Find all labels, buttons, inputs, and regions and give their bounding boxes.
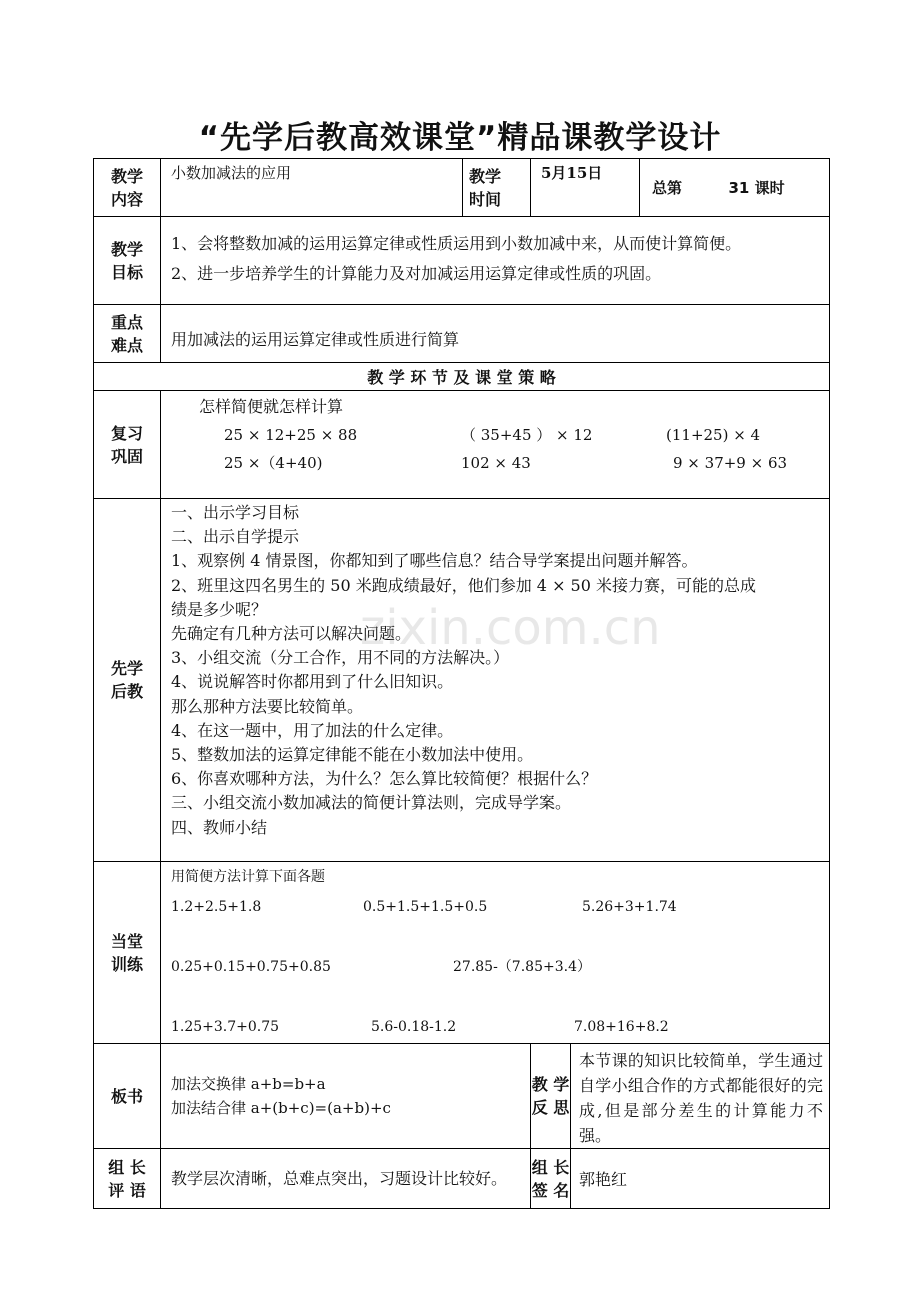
key-points-text: 用加减法的运用运算定律或性质进行简算 bbox=[161, 305, 830, 363]
learn-teach-content bbox=[161, 499, 830, 862]
learn-line: 绩是多少呢？ bbox=[171, 599, 268, 619]
review-exercise-row bbox=[161, 449, 829, 477]
practice-exercise-row bbox=[171, 952, 829, 982]
total-value: 31 bbox=[728, 179, 750, 197]
practice-content bbox=[161, 862, 830, 1044]
review-exercise: （ 35+45 ） × 12 bbox=[461, 426, 593, 444]
goal-line: 1、会将整数加减的运用运算定律或性质运用到小数加减中来，从而使计算简便。 bbox=[171, 234, 742, 253]
review-exercise: 102 × 43 bbox=[461, 454, 531, 472]
board-line: 加法结合律 a+(b+c)=(a+b)+c bbox=[171, 1099, 391, 1117]
review-row bbox=[94, 391, 830, 499]
goal-line: 2、进一步培养学生的计算能力及对加减运用运算定律或性质的巩固。 bbox=[171, 264, 662, 283]
content-row bbox=[94, 159, 830, 217]
leader-comment-label: 组 长 评 语 bbox=[94, 1149, 161, 1209]
watermark: zixin.com.cn bbox=[360, 600, 661, 656]
practice-label: 当堂 训练 bbox=[94, 862, 161, 1044]
learn-line: 3、小组交流（分工合作，用不同的方法解决。） bbox=[171, 648, 510, 668]
practice-exercise: 0.25+0.15+0.75+0.85 bbox=[171, 959, 331, 975]
review-label: 复习 巩固 bbox=[94, 391, 161, 499]
board-content bbox=[161, 1044, 531, 1149]
section-heading: 教 学 环 节 及 课 堂 策 略 bbox=[94, 363, 830, 391]
learn-line: 1、观察例 4 情景图，你都知到了哪些信息？结合导学案提出问题并解答。 bbox=[171, 551, 698, 571]
review-exercise-row bbox=[161, 421, 829, 449]
content-value: 小数加减法的应用 bbox=[161, 159, 463, 217]
goals-label: 教学 目标 bbox=[94, 217, 161, 305]
board-row bbox=[94, 1044, 830, 1149]
leader-comment-text: 教学层次清晰，总难点突出，习题设计比较好。 bbox=[161, 1149, 531, 1209]
key-points-label: 重点 难点 bbox=[94, 305, 161, 363]
practice-exercise-row bbox=[171, 892, 829, 922]
leader-sign-label: 组 长 签 名 bbox=[531, 1149, 571, 1209]
learn-line: 三、小组交流小数加减法的简便计算法则，完成导学案。 bbox=[171, 793, 572, 813]
practice-intro: 用简便方法计算下面各题 bbox=[171, 869, 325, 885]
total-lessons bbox=[640, 159, 830, 217]
practice-exercise: 7.08+16+8.2 bbox=[574, 1019, 669, 1035]
learn-line: 5、整数加法的运算定律能不能在小数加法中使用。 bbox=[171, 745, 534, 765]
learn-line: 2、班里这四名男生的 50 米跑成绩最好，他们参加 4 × 50 米接力赛，可能的总成 bbox=[171, 575, 757, 595]
practice-exercise-row bbox=[171, 1012, 829, 1042]
learn-line: 那么那种方法要比较简单。 bbox=[171, 696, 364, 716]
learn-line: 一、出示学习目标 bbox=[171, 503, 300, 522]
time-label: 教学 时间 bbox=[463, 159, 531, 217]
learn-teach-row bbox=[94, 499, 830, 862]
review-exercise: 9 × 37+9 × 63 bbox=[673, 454, 788, 472]
review-exercise: (11+25) × 4 bbox=[666, 426, 761, 444]
leader-row bbox=[94, 1149, 830, 1209]
review-intro: 怎样简便就怎样计算 bbox=[199, 397, 344, 416]
learn-line: 4、说说解答时你都用到了什么旧知识。 bbox=[171, 672, 454, 692]
practice-exercise: 1.25+3.7+0.75 bbox=[171, 1019, 280, 1035]
content-label: 教学 内容 bbox=[94, 159, 161, 217]
reflection-text: 本节课的知识比较简单，学生通过自学小组合作的方式都能很好的完成,但是部分差生的计算能力不强。 bbox=[571, 1044, 830, 1149]
practice-exercise: 27.85-（7.85+3.4） bbox=[453, 959, 591, 975]
time-value: 5月15日 bbox=[531, 159, 640, 217]
practice-exercise: 5.26+3+1.74 bbox=[582, 899, 677, 915]
key-points-row bbox=[94, 305, 830, 363]
practice-exercise: 0.5+1.5+1.5+0.5 bbox=[363, 899, 488, 915]
review-content bbox=[161, 391, 830, 499]
page-title: “先学后教高效课堂”精品课教学设计 bbox=[198, 120, 722, 156]
section-heading-row bbox=[94, 363, 830, 391]
board-label: 板书 bbox=[94, 1044, 161, 1149]
practice-row bbox=[94, 862, 830, 1044]
learn-line: 先确定有几种方法可以解决问题。 bbox=[171, 624, 412, 644]
review-exercise: 25 × 12+25 × 88 bbox=[224, 426, 358, 444]
learn-teach-label: 先学 后教 bbox=[94, 499, 161, 862]
leader-sign-value: 郭艳红 bbox=[571, 1149, 830, 1209]
goals-row bbox=[94, 217, 830, 305]
total-unit: 课时 bbox=[754, 179, 785, 197]
practice-exercise: 5.6-0.18-1.2 bbox=[371, 1019, 457, 1035]
learn-line: 二、出示自学提示 bbox=[171, 527, 300, 547]
learn-line: 4、在这一题中，用了加法的什么定律。 bbox=[171, 720, 454, 740]
lesson-plan-table bbox=[93, 158, 830, 1209]
learn-line: 6、你喜欢哪种方法，为什么？怎么算比较简便？根据什么？ bbox=[171, 769, 598, 789]
practice-exercise: 1.2+2.5+1.8 bbox=[171, 899, 262, 915]
review-exercise: 25 ×（4+40) bbox=[224, 454, 323, 472]
reflection-label: 教 学 反 思 bbox=[531, 1044, 571, 1149]
total-label: 总第 bbox=[652, 179, 683, 197]
goals-content bbox=[161, 217, 830, 305]
learn-line: 四、教师小结 bbox=[171, 817, 268, 837]
board-line: 加法交换律 a+b=b+a bbox=[171, 1075, 326, 1093]
